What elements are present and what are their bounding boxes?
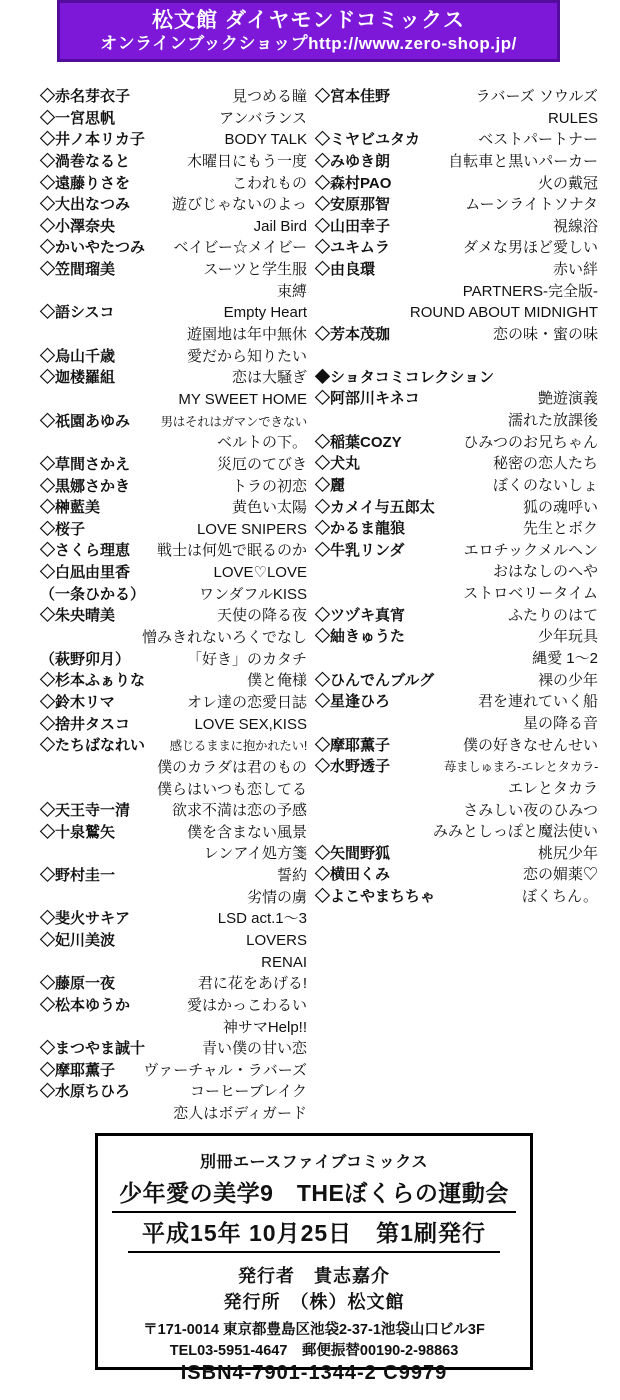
book-title: 苺ましゅまろ-エレとタカラ- (443, 760, 598, 775)
book-title: 君に花をあげる! (197, 975, 307, 993)
book-list-row (315, 778, 598, 800)
author-name: ◇白凪由里香 (40, 564, 131, 582)
book-list-row (315, 626, 598, 648)
author-name: ◇よこやまちちゃ (315, 888, 436, 906)
book-title: 赤い絆 (552, 261, 598, 279)
book-title: 縄愛 1〜2 (532, 650, 598, 668)
book-list-row (40, 497, 307, 519)
book-title: 視線浴 (552, 217, 598, 235)
book-list-row (40, 1017, 307, 1039)
book-title: 男はそれはガマンできない (160, 414, 307, 429)
author-name: ◇遠藤りさを (40, 174, 131, 192)
book-title: LOVE SEX,KISS (194, 715, 307, 733)
author-name: ◇かいやたつみ (40, 239, 146, 257)
book-list-row (315, 605, 598, 627)
author-name: ◇水原ちひろ (40, 1083, 131, 1101)
book-title: ワンダフルKISS (199, 585, 307, 603)
book-list-row (315, 151, 598, 173)
book-list-row (315, 648, 598, 670)
book-title: ふたりのはて (507, 606, 598, 624)
book-list-row (315, 886, 598, 908)
book-title: BODY TALK (224, 131, 307, 149)
book-title: 先生とボク (522, 520, 598, 538)
book-list-row (315, 259, 598, 281)
book-list-row (315, 561, 598, 583)
book-list-row (40, 324, 307, 346)
book-list-row (40, 1081, 307, 1103)
book-title: RULES (547, 109, 598, 127)
book-list-column-left (40, 86, 307, 1125)
book-list-row (40, 930, 307, 952)
book-title: 君を連れていく船 (477, 693, 598, 711)
book-title-line: 少年愛の美学9 THEぼくらの運動会 (112, 1175, 516, 1213)
book-list-row (40, 519, 307, 541)
book-list-row (40, 865, 307, 887)
book-title: Jail Bird (253, 217, 307, 235)
author-name: ◇野村圭一 (40, 867, 116, 885)
book-title: 木曜日にもう一度 (186, 152, 307, 170)
book-list-row (40, 302, 307, 324)
author-name: ◇横田くみ (315, 866, 391, 884)
author-name: ◇朱央晴美 (40, 607, 116, 625)
book-title: ROUND ABOUT MIDNIGHT (409, 304, 598, 322)
author-name: ◇ひんでんブルグ (315, 671, 435, 689)
book-title: ベルトの下。 (216, 434, 307, 452)
book-title: 僕らはいつも恋してる (156, 780, 307, 798)
book-title: 僕のカラダは君のもの (157, 758, 307, 776)
book-title: さみしい夜のひみつ (463, 801, 598, 819)
book-list-row (40, 1103, 307, 1125)
author-name: ◇稲葉COZY (315, 433, 402, 451)
book-title: 災厄のてびき (216, 455, 307, 473)
book-title: 劣情の虜 (246, 888, 307, 906)
book-list-row (40, 779, 307, 801)
book-title: アンバランス (219, 109, 307, 127)
author-name: ◇榊藍美 (40, 499, 101, 517)
book-title: 火の戴冠 (537, 174, 598, 192)
book-title: MY SWEET HOME (178, 390, 307, 408)
book-title: ベイビー☆メイビー (173, 239, 307, 257)
book-list-row (315, 497, 598, 519)
book-list (40, 86, 598, 1125)
author-name: ◇摩耶薫子 (40, 1061, 116, 1079)
book-title: 束縛 (276, 282, 307, 300)
print-date-line: 平成15年 10月25日 第1刷発行 (128, 1215, 500, 1253)
book-title: 僕の好きなせんせい (462, 736, 598, 754)
author-name: ◇摩耶薫子 (315, 736, 391, 754)
book-title: 桃尻少年 (537, 844, 598, 862)
author-name: ◇一宮思帆 (40, 109, 116, 127)
book-title: オレ達の恋愛日誌 (186, 693, 307, 711)
book-list-row (40, 562, 307, 584)
book-list-row (40, 605, 307, 627)
author-name: ◇森村PAO (315, 174, 392, 192)
publisher-line: 発行者 貴志嘉介 (238, 1266, 390, 1286)
address-line: 〒171-0014 東京都豊島区池袋2-37-1池袋山口ビル3F (143, 1322, 485, 1338)
author-name: ◇山田幸子 (315, 217, 391, 235)
book-list-row (40, 692, 307, 714)
book-title: 愛だから知りたい (186, 347, 307, 365)
book-list-row (315, 864, 598, 886)
book-title: 少年玩具 (537, 628, 598, 646)
book-title: 戦士は何処で眠るのか (156, 542, 307, 560)
author-name: ◇妃川美波 (40, 931, 116, 949)
book-list-row (315, 194, 598, 216)
book-list-row (40, 346, 307, 368)
book-title: 見つめる瞳 (231, 88, 307, 105)
book-list-row (40, 952, 307, 974)
book-list-row (315, 821, 598, 843)
book-title: 裸の少年 (537, 671, 598, 689)
book-list-row (40, 216, 307, 238)
author-name: ◇安原那智 (315, 196, 391, 214)
book-list-row (40, 411, 307, 433)
author-name: ◇黒娜さかき (40, 477, 131, 495)
book-title: エロチックメルヘン (463, 541, 598, 559)
book-list-row (40, 822, 307, 844)
author-name: ◇草間さかえ (40, 455, 131, 473)
author-name: ◇語シスコ (40, 304, 115, 322)
author-name: ◇小澤奈央 (40, 217, 116, 235)
book-title: ラバーズ ソウルズ (475, 88, 598, 105)
book-title: コーヒーブレイク (189, 1083, 307, 1101)
author-name: ◇宮本佳野 (315, 88, 391, 105)
author-name: ◇ユキムラ (315, 239, 390, 257)
book-list-row (315, 713, 598, 735)
book-title: 神サマHelp!! (222, 1018, 307, 1036)
book-title: 天使の降る夜 (216, 607, 307, 625)
online-shop-url: オンラインブックショップhttp://www.zero-shop.jp/ (100, 33, 517, 53)
author-name: ◇ミヤビユタカ (315, 131, 421, 149)
book-list-row (315, 237, 598, 259)
book-list-row (40, 887, 307, 909)
book-title: 憎みきれないろくでなし (141, 629, 307, 647)
book-list-row (315, 108, 598, 130)
book-title: 自転車と黒いパーカー (448, 152, 598, 170)
author-name: ◇渦巻なると (40, 152, 131, 170)
author-name: ◇十泉鷲矢 (40, 823, 116, 841)
book-list-row (40, 995, 307, 1017)
book-title: ベストパートナー (478, 131, 598, 149)
book-list-row (315, 756, 598, 778)
book-list-row (40, 259, 307, 281)
book-list-row (40, 670, 307, 692)
colophon-box (95, 1133, 533, 1384)
book-title: レンアイ処方箋 (203, 845, 307, 863)
book-list-row (40, 843, 307, 865)
book-list-row (315, 540, 598, 562)
book-title: RENAI (261, 953, 307, 971)
author-name: ◇捨井タスコ (40, 715, 131, 733)
author-name: ◇さくら理恵 (40, 542, 131, 560)
book-list-row (40, 108, 307, 130)
book-title: トラの初恋 (231, 477, 307, 495)
author-name: ◇鈴木リマ (40, 693, 115, 711)
author-name: ◇かるま龍狼 (315, 520, 406, 538)
author-name: ◇迦楼羅組 (40, 369, 116, 387)
author-name: ◇ツヅキ真宵 (315, 606, 406, 624)
book-title: LOVE♡LOVE (213, 564, 307, 582)
book-title: 欲求不満は恋の予感 (171, 802, 307, 820)
book-title: 恋人はボディガード (173, 1105, 307, 1123)
book-list-row (40, 281, 307, 303)
book-list-row (315, 432, 598, 454)
book-list-row (40, 627, 307, 649)
book-list-row (315, 453, 598, 475)
imprint-banner (57, 0, 560, 62)
book-list-row (315, 367, 598, 389)
book-title: エレとタカラ (507, 779, 598, 797)
book-list-row (40, 584, 307, 606)
author-name: ◇紬きゅうた (315, 628, 406, 646)
book-list-row (40, 194, 307, 216)
book-title: Empty Heart (223, 304, 307, 322)
tel-postal-line: TEL03-5951-4647 郵便振替00190-2-98863 (169, 1343, 459, 1359)
book-list-row (315, 324, 598, 346)
book-list-row (315, 86, 598, 108)
book-title: ダメな男ほど愛しい (462, 239, 598, 257)
book-title: ぼくちん。 (522, 888, 598, 906)
author-name: ◇桜子 (40, 520, 86, 538)
book-title: 秘密の恋人たち (492, 455, 598, 473)
author-name: ◇牛乳リンダ (315, 541, 405, 559)
book-title: 恋の媚薬♡ (522, 866, 598, 884)
book-title: ヴァーチャル・ラバーズ (143, 1061, 307, 1079)
book-list-row (40, 1060, 307, 1082)
author-name: ◇水野透子 (315, 758, 391, 776)
book-list-row (315, 281, 598, 303)
book-title: ストロベリータイム (463, 585, 598, 603)
book-list-row (40, 735, 307, 757)
author-name: ◇犬丸 (315, 455, 361, 473)
publishing-office-line: 発行所 （株）松文館 (223, 1292, 405, 1312)
book-title: ムーンライトソナタ (465, 196, 598, 214)
book-list-row (315, 216, 598, 238)
book-title: 感じるままに抱かれたい! (169, 739, 307, 754)
book-list-row (40, 151, 307, 173)
author-name: ◇藤原一夜 (40, 975, 116, 993)
book-title: 僕と俺様 (246, 672, 307, 690)
book-title: 狐の魂呼い (522, 498, 598, 516)
book-list-row (40, 757, 307, 779)
book-list-row (315, 302, 598, 324)
book-title: 艶遊演義 (537, 390, 598, 408)
book-list-row (40, 476, 307, 498)
book-title: 青い僕の甘い恋 (201, 1040, 307, 1058)
author-name: ◇みゆき朗 (315, 152, 391, 170)
book-list-row (40, 389, 307, 411)
author-name: ◇麗 (315, 476, 346, 494)
author-name: ◇松本ゆうか (40, 996, 131, 1014)
author-name: （一条ひかる） (40, 585, 146, 603)
book-list-row (315, 173, 598, 195)
author-name: ◆ショタコミコレクション (315, 368, 495, 386)
author-name: ◇まつやま誠十 (40, 1040, 146, 1058)
author-name: ◇芳本茂珈 (315, 326, 391, 344)
book-list-row (40, 432, 307, 454)
book-list-column-right (315, 86, 598, 1125)
author-name: ◇井ノ本リカ子 (40, 131, 145, 149)
book-list-row (40, 973, 307, 995)
book-title: みみとしっぽと魔法使い (432, 823, 598, 841)
book-list-row (315, 518, 598, 540)
book-title: ぼくのないしょ (492, 476, 598, 494)
author-name: ◇斐火サキア (40, 910, 131, 928)
book-title: スーツと学生服 (203, 261, 307, 279)
book-list-row (315, 410, 598, 432)
book-title: 誓約 (276, 867, 307, 885)
author-name: ◇矢間野狐 (315, 844, 391, 862)
author-name: ◇杉本ふぁりな (40, 672, 146, 690)
book-title: こわれもの (231, 174, 307, 192)
book-title: LOVE SNIPERS (196, 520, 307, 538)
book-title: 僕を含まない風景 (186, 823, 307, 841)
author-name: ◇由良環 (315, 261, 376, 279)
book-list-row (315, 735, 598, 757)
book-list-row (315, 800, 598, 822)
author-name: ◇笠間瑠美 (40, 261, 116, 279)
book-title: 恋は大騒ぎ (231, 369, 307, 387)
author-name: （萩野卯月） (40, 650, 131, 668)
author-name: ◇祇園あゆみ (40, 412, 131, 430)
book-title: ひみつのお兄ちゃん (463, 433, 598, 451)
book-list-row (40, 649, 307, 671)
book-title: 「好き」のカタチ (186, 650, 307, 668)
book-title: 遊園地は年中無休 (186, 326, 307, 344)
book-title: 恋の味・蜜の味 (492, 326, 598, 344)
book-list-row (40, 367, 307, 389)
book-list-row (315, 691, 598, 713)
book-list-row (40, 86, 307, 108)
book-list-row (315, 670, 598, 692)
author-name: ◇たちばなれい (40, 737, 146, 755)
book-list-row (40, 540, 307, 562)
book-title: 黄色い太陽 (231, 499, 307, 517)
book-title: 星の降る音 (522, 714, 598, 732)
book-title: 愛はかっこわるい (186, 996, 307, 1014)
book-title: PARTNERS-完全版- (462, 282, 598, 300)
series-name: 別冊エースファイブコミックス (199, 1154, 429, 1171)
book-title: 濡れた放課後 (507, 411, 598, 429)
book-list-row (315, 843, 598, 865)
book-title: LOVERS (246, 931, 307, 949)
book-title: 遊びじゃないのよっ (171, 196, 307, 214)
book-list-row (40, 129, 307, 151)
author-name: ◇阿部川キネコ (315, 390, 420, 408)
isbn-line: ISBN4-7901-1344-2 C9979 (180, 1362, 448, 1384)
book-list-row (40, 173, 307, 195)
book-list-row (40, 454, 307, 476)
book-list-row (315, 129, 598, 151)
book-list-row (315, 388, 598, 410)
author-name: ◇カメイ与五郎太 (315, 498, 435, 516)
book-list-row (40, 800, 307, 822)
book-title: おはなしのへや (492, 563, 598, 581)
book-list-row (315, 475, 598, 497)
book-list-row (40, 237, 307, 259)
book-list-row (40, 908, 307, 930)
book-list-row (315, 583, 598, 605)
author-name: ◇天王寺一清 (40, 802, 131, 820)
book-title: LSD act.1〜3 (217, 910, 307, 928)
author-name: ◇赤名芽衣子 (40, 88, 131, 105)
book-list-row (40, 714, 307, 736)
imprint-title: 松文館 ダイヤモンドコミックス (152, 8, 465, 32)
book-list-row (40, 1038, 307, 1060)
author-name: ◇星逢ひろ (315, 693, 391, 711)
author-name: ◇烏山千歳 (40, 347, 116, 365)
author-name: ◇大出なつみ (40, 196, 131, 214)
